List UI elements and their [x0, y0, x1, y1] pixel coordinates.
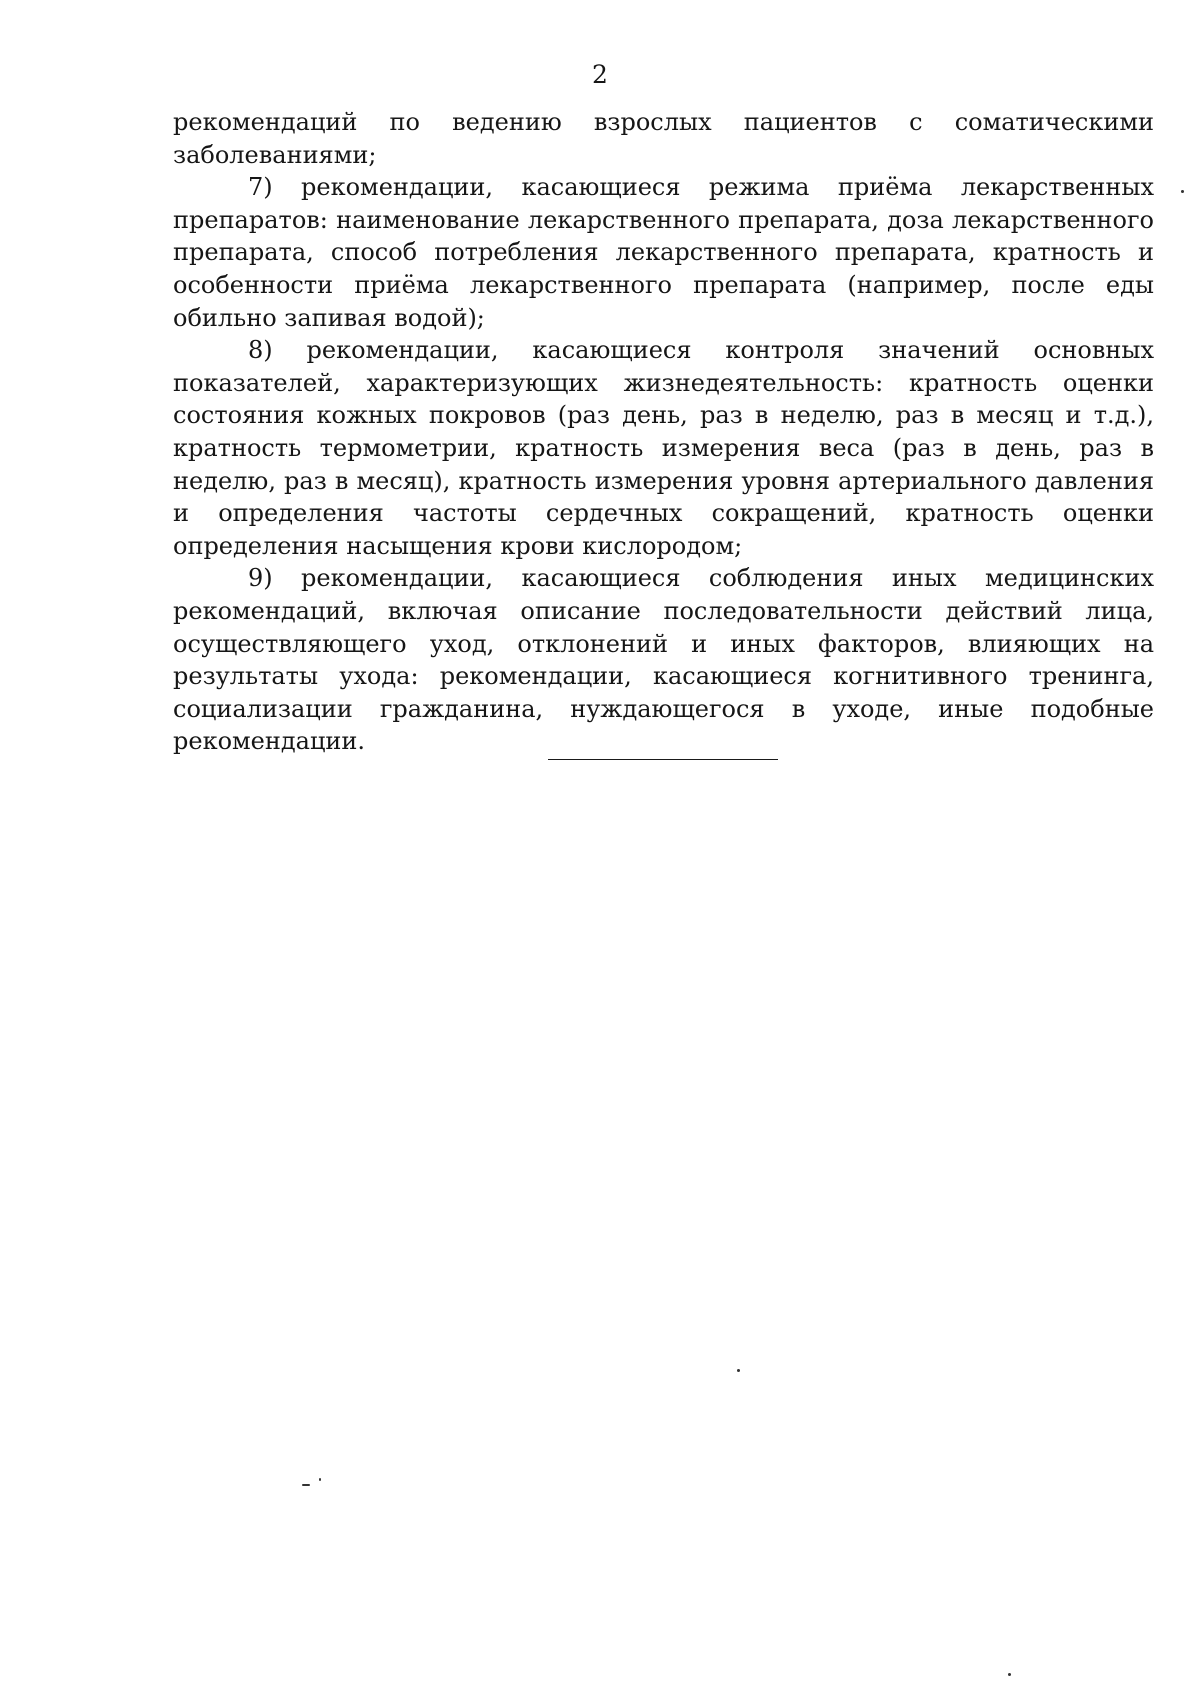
paragraph-item-8: 8) рекомендации, касающиеся контроля значений основных показателей, характеризующих жизнедеятельность: кратность оценки состояния кожных покровов (раз день, раз в неделю, раз в месяц и т.д.), кратность термометрии, кратность измерения веса (раз в день, раз в неделю, раз в месяц), кратность измерения уровня артериального давления и определения частоты сердечных сокращений, кратность оценки определения насыщения крови кислородом; — [173, 336, 1154, 560]
scan-speck — [319, 1478, 321, 1481]
scan-speck — [1181, 190, 1184, 193]
paragraph-continuation: рекомендаций по ведению взрослых пациентов с соматическими заболеваниями; — [173, 108, 1154, 169]
page-number: 2 — [592, 60, 608, 89]
scan-speck — [1008, 1673, 1011, 1676]
end-of-text-rule — [548, 759, 778, 760]
document-body — [173, 106, 1154, 758]
scan-speck — [302, 1484, 310, 1486]
paragraph-item-9: 9) рекомендации, касающиеся соблюдения иных медицинских рекомендаций, включая описание последовательности действий лица, осуществляющего уход, отклонений и иных факторов, влияющих на результаты ухода: рекомендации, касающиеся когнитивного тренинга, социализации гражданина, нуждающегося в уходе, иные подобные рекомендации. — [173, 564, 1154, 756]
paragraph-item-7: 7) рекомендации, касающиеся режима приёма лекарственных препаратов: наименование лекарственного препарата, доза лекарственного препарата, способ потребления лекарственного препарата, кратность и особенности приёма лекарственного препарата (например, после еды обильно запивая водой); — [173, 173, 1154, 332]
scan-speck — [737, 1369, 740, 1372]
